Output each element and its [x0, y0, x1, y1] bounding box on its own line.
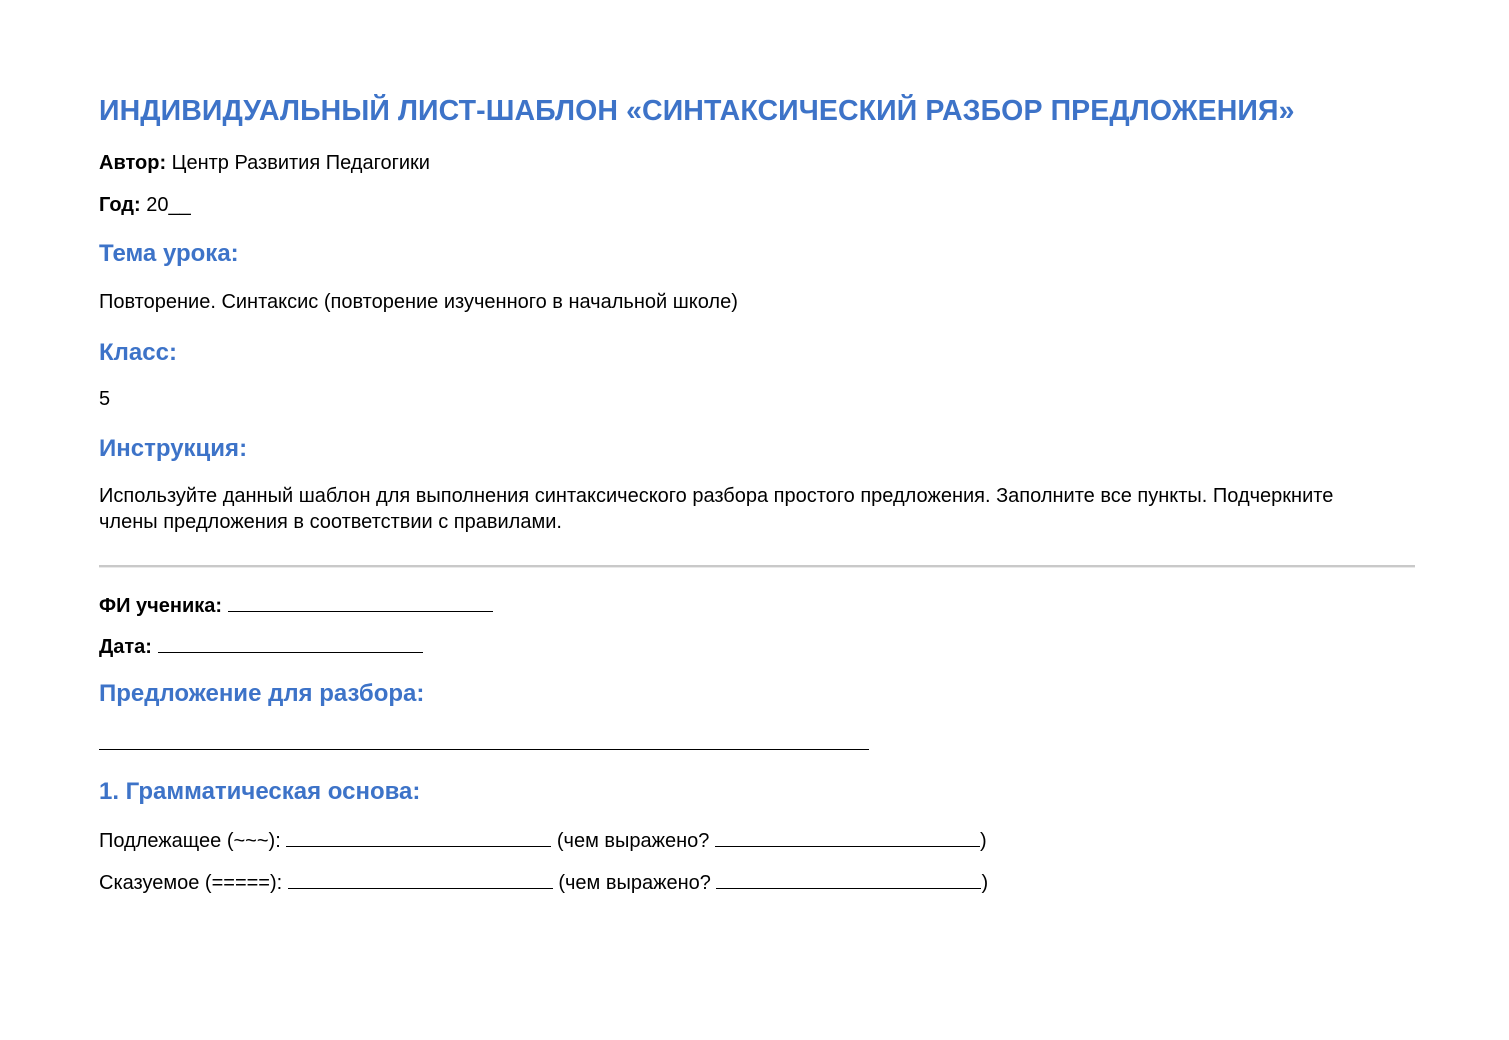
subject-expressed-label: (чем выражено? [556, 830, 710, 852]
subject-label: Подлежащее (~~~): [99, 830, 281, 852]
predicate-expressed-label: (чем выражено? [558, 872, 711, 894]
class-heading: Класс: [99, 339, 177, 366]
date-label: Дата: [99, 636, 152, 658]
predicate-label: Сказуемое (=====): [99, 872, 283, 894]
student-name-line [99, 591, 493, 619]
topic-heading: Тема урока: [99, 240, 239, 267]
class-value: 5 [99, 388, 111, 410]
predicate-line [99, 868, 988, 896]
section-divider [99, 565, 1415, 568]
instruction-text: Используйте данный шаблон для выполнения синтаксического разбора простого предложения. Заполните все пункты. Подчеркните члены предложения в соответствии с правилами. [99, 485, 1334, 533]
author-line [99, 150, 430, 176]
predicate-field[interactable] [288, 868, 553, 889]
instruction-heading: Инструкция: [99, 435, 248, 462]
grammar-basis-heading: 1. Грамматическая основа: [99, 778, 421, 805]
document-title: ИНДИВИДУАЛЬНЫЙ ЛИСТ-ШАБЛОН «СИНТАКСИЧЕСКИЙ РАЗБОР ПРЕДЛОЖЕНИЯ» [99, 95, 1295, 127]
date-line [99, 632, 423, 660]
topic-text: Повторение. Синтаксис (повторение изученного в начальной школе) [99, 291, 738, 313]
year-label: Год: [99, 194, 141, 216]
predicate-expressed-field[interactable] [716, 868, 981, 889]
subject-close-paren: ) [980, 830, 987, 852]
author-value: Центр Развития Педагогики [171, 152, 430, 174]
subject-line [99, 826, 987, 854]
subject-expressed-field[interactable] [715, 826, 980, 847]
subject-field[interactable] [286, 826, 551, 847]
author-label: Автор: [99, 152, 167, 174]
sentence-heading: Предложение для разбора: [99, 680, 425, 707]
year-value: 20__ [146, 194, 191, 216]
predicate-close-paren: ) [981, 872, 989, 894]
sentence-field[interactable] [99, 749, 869, 750]
student-name-field[interactable] [228, 591, 493, 612]
student-name-label: ФИ ученика: [99, 595, 223, 617]
year-line [99, 192, 191, 218]
date-field[interactable] [158, 632, 423, 653]
